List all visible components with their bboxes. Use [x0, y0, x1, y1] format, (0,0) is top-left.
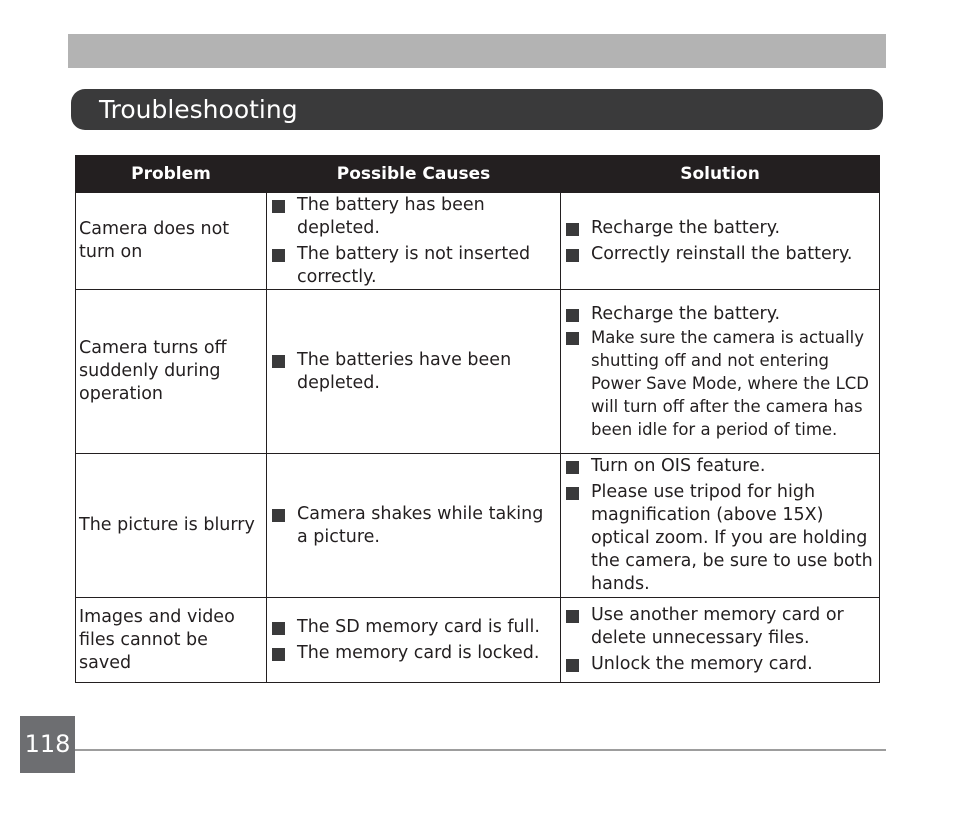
solution-text: Turn on OIS feature. — [591, 456, 766, 476]
square-bullet-icon — [566, 487, 579, 500]
cause-text: The batteries have been depleted. — [297, 349, 512, 393]
problem-cell: Camera turns off suddenly during operation — [76, 290, 267, 454]
cause-text: The battery has been depleted. — [297, 194, 485, 238]
solutions-cell — [561, 290, 880, 454]
solution-text: Use another memory card or delete unnecessary files. — [591, 605, 844, 648]
solution-text: Please use tripod for high magnification (above 15X) optical zoom. If you are holding the camera, be sure to use both hands. — [591, 482, 873, 594]
solution-text: Recharge the battery. — [591, 303, 781, 324]
table-row — [76, 598, 880, 683]
header-solution: Solution — [561, 156, 880, 193]
square-bullet-icon — [566, 249, 579, 262]
square-bullet-icon — [566, 461, 579, 474]
square-bullet-icon — [566, 659, 579, 672]
square-bullet-icon — [272, 249, 285, 262]
list-item — [564, 653, 876, 676]
troubleshooting-table — [75, 155, 880, 683]
table-row — [76, 454, 880, 598]
causes-cell — [267, 454, 561, 598]
footer-divider — [75, 749, 886, 751]
list-item — [270, 616, 557, 639]
list-item — [564, 481, 876, 596]
cause-text: The SD memory card is full. — [297, 616, 540, 637]
list-item — [270, 349, 557, 395]
solutions-cell — [561, 454, 880, 598]
page-number: 118 — [20, 716, 75, 773]
page-title: Troubleshooting — [99, 95, 298, 124]
table-header-row — [76, 156, 880, 193]
list-item — [564, 326, 876, 441]
list-item — [564, 303, 876, 326]
square-bullet-icon — [566, 610, 579, 623]
problem-cell: Images and video files cannot be saved — [76, 598, 267, 683]
square-bullet-icon — [272, 355, 285, 368]
causes-cell — [267, 193, 561, 290]
list-item — [564, 604, 876, 650]
list-item — [270, 503, 557, 549]
solutions-cell — [561, 598, 880, 683]
problem-cell: The picture is blurry — [76, 454, 267, 598]
causes-cell — [267, 598, 561, 683]
problem-cell: Camera does not turn on — [76, 193, 267, 290]
square-bullet-icon — [272, 509, 285, 522]
square-bullet-icon — [566, 332, 579, 345]
cause-text: The memory card is locked. — [297, 642, 540, 663]
list-item — [270, 194, 557, 240]
square-bullet-icon — [272, 200, 285, 213]
solution-text: Correctly reinstall the battery. — [591, 243, 853, 264]
header-possible-causes: Possible Causes — [267, 156, 561, 193]
cause-text: The battery is not inserted correctly. — [297, 243, 531, 287]
square-bullet-icon — [272, 622, 285, 635]
table-row — [76, 290, 880, 454]
solution-text: Recharge the battery. — [591, 217, 781, 238]
list-item — [564, 243, 876, 266]
list-item — [564, 217, 876, 240]
square-bullet-icon — [566, 223, 579, 236]
solution-text: Unlock the memory card. — [591, 654, 813, 674]
solution-text: Make sure the camera is actually shutting off and not entering Power Save Mode, where the LCD will turn off after the camera has been idle for a period of time. — [591, 327, 869, 439]
solutions-cell — [561, 193, 880, 290]
header-problem: Problem — [76, 156, 267, 193]
table-row — [76, 193, 880, 290]
cause-text: Camera shakes while taking a picture. — [297, 503, 544, 547]
section-title-bar — [71, 89, 883, 130]
header-band — [68, 34, 886, 68]
list-item — [270, 642, 557, 665]
square-bullet-icon — [566, 309, 579, 322]
list-item — [564, 455, 876, 478]
list-item — [270, 243, 557, 289]
causes-cell — [267, 290, 561, 454]
square-bullet-icon — [272, 648, 285, 661]
